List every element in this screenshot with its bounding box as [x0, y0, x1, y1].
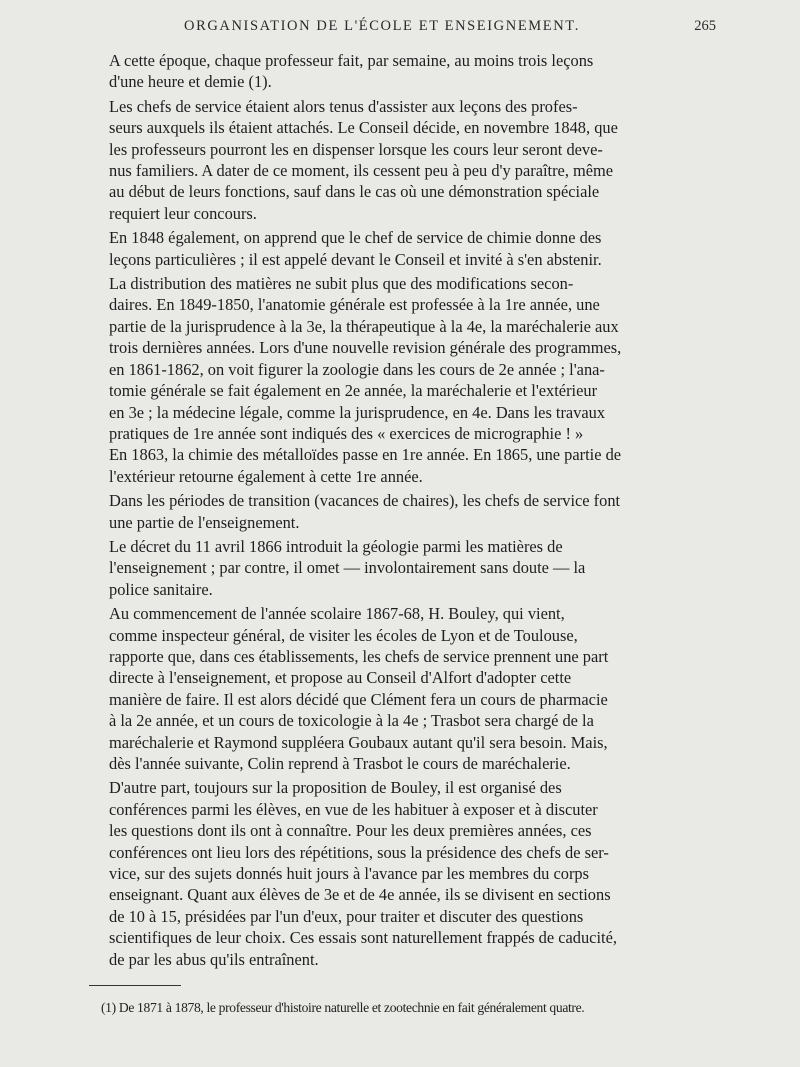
paragraph	[89, 50, 703, 93]
footnote: (1) De 1871 à 1878, le professeur d'histoire naturelle et zootechnie en fait généralement quatre.	[101, 1000, 585, 1015]
running-title: ORGANISATION DE L'ÉCOLE ET ENSEIGNEMENT.	[184, 18, 580, 34]
text-line: de par les abus qu'ils entraînent.	[109, 949, 319, 969]
page-number: 265	[694, 18, 716, 34]
text-line: Dans les périodes de transition (vacances de chaires), les chefs de service font	[109, 491, 621, 511]
text-line: seurs auxquels ils étaient attachés. Le Conseil décide, en novembre 1848, que	[109, 118, 618, 138]
paragraph	[89, 777, 703, 970]
text-line: tomie générale se fait également en 2e année, la maréchalerie et l'extérieur	[109, 381, 598, 401]
text-line: En 1848 également, on apprend que le chef de service de chimie donne des	[109, 228, 602, 248]
text-line: l'enseignement ; par contre, il omet — involontairement sans doute — la	[109, 558, 586, 578]
text-line: manière de faire. Il est alors décidé que Clément fera un cours de pharmacie	[109, 689, 608, 709]
text-line: enseignant. Quant aux élèves de 3e et de 4e année, ils se divisent en sections	[109, 885, 611, 905]
text-line: d'une heure et demie (1).	[109, 72, 272, 92]
text-line: directe à l'enseignement, et propose au Conseil d'Alfort d'adopter cette	[109, 668, 572, 688]
text-line: trois dernières années. Lors d'une nouvelle revision générale des programmes,	[109, 338, 622, 358]
text-line: en 3e ; la médecine légale, comme la jurisprudence, en 4e. Dans les travaux	[109, 402, 606, 422]
text-line: nus familiers. A dater de ce moment, ils cessent peu à peu d'y paraître, même	[109, 161, 614, 181]
text-line: requiert leur concours.	[109, 203, 257, 223]
paragraph	[89, 490, 703, 533]
text-line: les questions dont ils ont à connaître. Pour les deux premières années, ces	[109, 821, 592, 841]
text-line: Le décret du 11 avril 1866 introduit la géologie parmi les matières de	[109, 536, 563, 556]
page-header	[184, 18, 716, 40]
footnote-divider	[89, 985, 181, 986]
text-line: comme inspecteur général, de visiter les écoles de Lyon et de Toulouse,	[109, 625, 578, 645]
text-line: l'extérieur retourne également à cette 1re année.	[109, 466, 423, 486]
text-line: maréchalerie et Raymond suppléera Goubaux autant qu'il sera besoin. Mais,	[109, 732, 608, 752]
text-line: En 1863, la chimie des métalloïdes passe en 1re année. En 1865, une partie de	[109, 445, 622, 465]
paragraph	[89, 603, 703, 774]
paragraph	[89, 273, 703, 487]
text-line: vice, sur des sujets donnés huit jours à l'avance par les membres du corps	[109, 864, 589, 884]
text-line: dès l'année suivante, Colin reprend à Trasbot le cours de maréchalerie.	[109, 754, 571, 773]
text-line: La distribution des matières ne subit plus que des modifications secon-	[109, 274, 574, 294]
text-line: police sanitaire.	[109, 579, 213, 599]
text-line: les professeurs pourront les en dispenser lorsque les cours leur seront deve-	[109, 139, 603, 159]
text-line: au début de leurs fonctions, sauf dans le cas où une démonstration spéciale	[109, 182, 600, 202]
paragraph	[89, 227, 703, 270]
paragraph	[89, 96, 703, 224]
text-line: Les chefs de service étaient alors tenus d'assister aux leçons des profes-	[109, 96, 578, 116]
text-line: scientifiques de leur choix. Ces essais sont naturellement frappés de caducité,	[109, 928, 617, 948]
text-line: une partie de l'enseignement.	[109, 512, 300, 532]
body-text	[89, 50, 703, 973]
text-line: partie de la jurisprudence à la 3e, la thérapeutique à la 4e, la maréchalerie aux	[109, 316, 619, 336]
text-line: leçons particulières ; il est appelé devant le Conseil et invité à s'en abstenir.	[109, 249, 602, 269]
text-line: à la 2e année, et un cours de toxicologie à la 4e ; Trasbot sera chargé de la	[109, 711, 594, 731]
text-line: de 10 à 15, présidées par l'un d'eux, pour traiter et discuter des questions	[109, 906, 584, 926]
text-line: rapporte que, dans ces établissements, les chefs de service prennent une part	[109, 646, 609, 666]
text-line: A cette époque, chaque professeur fait, par semaine, au moins trois leçons	[109, 51, 594, 70]
text-line: conférences parmi les élèves, en vue de les habituer à exposer et à discuter	[109, 799, 598, 819]
text-line: daires. En 1849-1850, l'anatomie générale est professée à la 1re année, une	[109, 295, 600, 315]
paragraph	[89, 536, 703, 600]
text-line: D'autre part, toujours sur la proposition de Bouley, il est organisé des	[109, 778, 562, 798]
text-line: conférences ont lieu lors des répétitions, sous la présidence des chefs de ser-	[109, 842, 609, 862]
text-line: pratiques de 1re année sont indiqués des « exercices de micrographie ! »	[109, 423, 584, 443]
text-line: en 1861-1862, on voit figurer la zoologie dans les cours de 2e année ; l'ana-	[109, 359, 605, 379]
text-line: Au commencement de l'année scolaire 1867-68, H. Bouley, qui vient,	[109, 604, 565, 624]
